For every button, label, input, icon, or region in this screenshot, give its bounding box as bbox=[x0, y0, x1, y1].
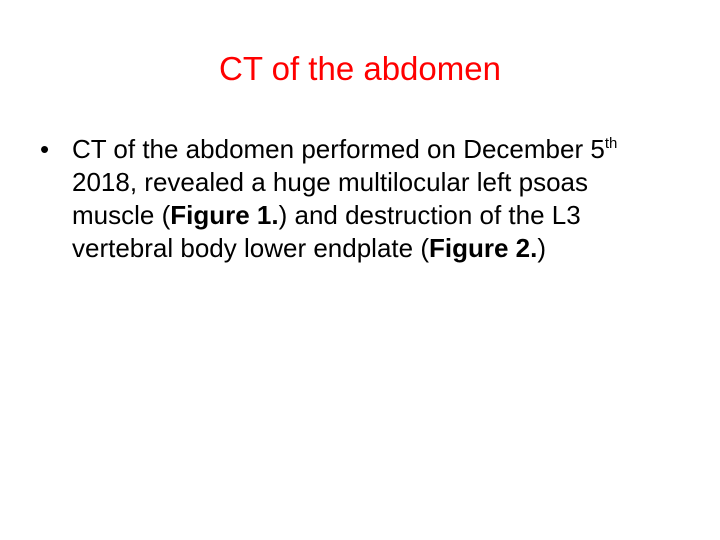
slide-title: CT of the abdomen bbox=[219, 50, 501, 87]
bullet-item bbox=[32, 133, 672, 265]
bullet-text-part: ) bbox=[537, 233, 547, 263]
ordinal-suffix: th bbox=[604, 135, 618, 152]
bullet-icon: • bbox=[40, 134, 50, 164]
figure-reference: Figure 2. bbox=[428, 233, 538, 263]
bullet-text-part: ) and destruction of the L3 vertebral body lower endplate ( bbox=[72, 200, 581, 263]
bullet-text-part: 2018, revealed a huge multilocular left psoas muscle ( bbox=[72, 167, 588, 230]
figure-reference: Figure 1. bbox=[170, 200, 279, 230]
bullet-text-part: CT of the abdomen performed on December 5 bbox=[72, 134, 605, 164]
bullet-list bbox=[32, 133, 672, 265]
